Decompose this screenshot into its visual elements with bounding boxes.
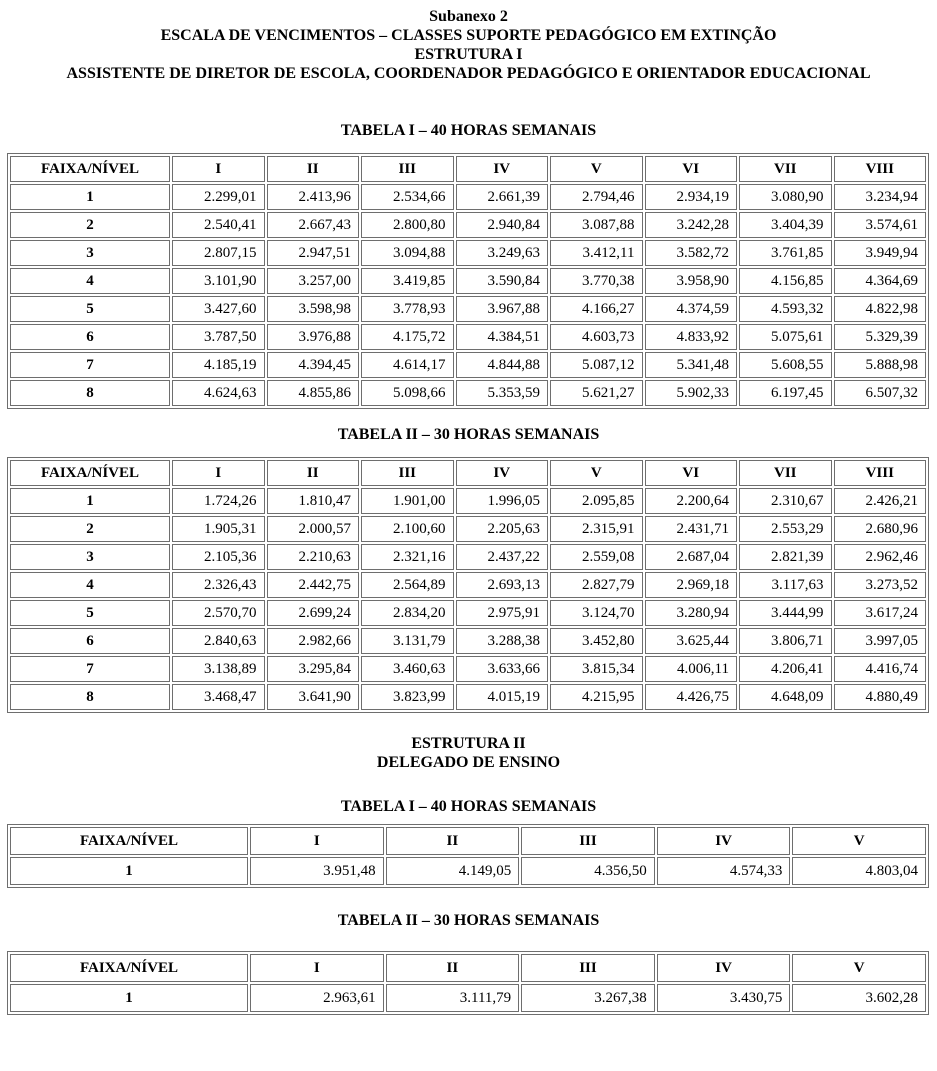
column-header: VI bbox=[645, 156, 738, 182]
table-row bbox=[10, 857, 926, 885]
table-cell: 4.166,27 bbox=[550, 296, 643, 322]
column-header: V bbox=[550, 156, 643, 182]
column-header: III bbox=[361, 156, 454, 182]
table-cell: 3.430,75 bbox=[657, 984, 791, 1012]
table-cell: 4.185,19 bbox=[172, 352, 265, 378]
table-cell: 3.468,47 bbox=[172, 684, 265, 710]
table-cell: 3.111,79 bbox=[386, 984, 520, 1012]
table-cell: 3.452,80 bbox=[550, 628, 643, 654]
column-header: II bbox=[386, 827, 520, 855]
table-cell: 3.976,88 bbox=[267, 324, 360, 350]
table-cell: 1.996,05 bbox=[456, 488, 549, 514]
column-header: VIII bbox=[834, 460, 927, 486]
table-cell: 2.205,63 bbox=[456, 516, 549, 542]
column-header: V bbox=[550, 460, 643, 486]
table-header-row bbox=[10, 460, 926, 486]
table-cell: 5.888,98 bbox=[834, 352, 927, 378]
table-cell: 2.105,36 bbox=[172, 544, 265, 570]
estrutura2-tabela1-title: TABELA I – 40 HORAS SEMANAIS bbox=[340, 798, 597, 815]
table-cell: 1.810,47 bbox=[267, 488, 360, 514]
row-label: 1 bbox=[10, 857, 248, 885]
table-cell: 2.687,04 bbox=[645, 544, 738, 570]
table-cell: 2.299,01 bbox=[172, 184, 265, 210]
table-cell: 4.156,85 bbox=[739, 268, 832, 294]
table-cell: 2.699,24 bbox=[267, 600, 360, 626]
table-cell: 2.840,63 bbox=[172, 628, 265, 654]
table-cell: 3.625,44 bbox=[645, 628, 738, 654]
column-header: I bbox=[250, 954, 384, 982]
table-cell: 4.364,69 bbox=[834, 268, 927, 294]
table-cell: 2.969,18 bbox=[645, 572, 738, 598]
table-cell: 2.210,63 bbox=[267, 544, 360, 570]
column-header: II bbox=[267, 460, 360, 486]
row-label: 7 bbox=[10, 352, 170, 378]
column-header: VI bbox=[645, 460, 738, 486]
table-cell: 3.602,28 bbox=[792, 984, 926, 1012]
row-label: 5 bbox=[10, 296, 170, 322]
table-cell: 5.353,59 bbox=[456, 380, 549, 406]
table-cell: 2.534,66 bbox=[361, 184, 454, 210]
table-cell: 4.593,32 bbox=[739, 296, 832, 322]
row-label: 3 bbox=[10, 544, 170, 570]
table-cell: 3.117,63 bbox=[739, 572, 832, 598]
table-cell: 4.822,98 bbox=[834, 296, 927, 322]
table-cell: 3.770,38 bbox=[550, 268, 643, 294]
table-cell: 4.648,09 bbox=[739, 684, 832, 710]
table-row bbox=[10, 296, 926, 322]
table-cell: 6.507,32 bbox=[834, 380, 927, 406]
table-row bbox=[10, 212, 926, 238]
table-row bbox=[10, 684, 926, 710]
row-label: 6 bbox=[10, 324, 170, 350]
table-cell: 2.982,66 bbox=[267, 628, 360, 654]
table-cell: 1.724,26 bbox=[172, 488, 265, 514]
subanexo-title: Subanexo 2 bbox=[429, 8, 508, 25]
column-header: VII bbox=[739, 156, 832, 182]
table-cell: 4.880,49 bbox=[834, 684, 927, 710]
table-header-row bbox=[10, 827, 926, 855]
table-cell: 2.095,85 bbox=[550, 488, 643, 514]
row-label: 6 bbox=[10, 628, 170, 654]
table-row bbox=[10, 544, 926, 570]
table-cell: 3.257,00 bbox=[267, 268, 360, 294]
table-cell: 2.315,91 bbox=[550, 516, 643, 542]
table-cell: 4.833,92 bbox=[645, 324, 738, 350]
table-cell: 3.080,90 bbox=[739, 184, 832, 210]
table-cell: 2.834,20 bbox=[361, 600, 454, 626]
row-label: 8 bbox=[10, 684, 170, 710]
table-row bbox=[10, 488, 926, 514]
table-cell: 2.564,89 bbox=[361, 572, 454, 598]
row-label: 2 bbox=[10, 516, 170, 542]
table-cell: 3.778,93 bbox=[361, 296, 454, 322]
table-cell: 4.175,72 bbox=[361, 324, 454, 350]
table-row bbox=[10, 240, 926, 266]
escala-title: ESCALA DE VENCIMENTOS – CLASSES SUPORTE PEDAGÓGICO EM EXTINÇÃO bbox=[160, 27, 777, 44]
column-header: IV bbox=[456, 460, 549, 486]
table-cell: 3.617,24 bbox=[834, 600, 927, 626]
table-cell: 3.419,85 bbox=[361, 268, 454, 294]
table-row bbox=[10, 984, 926, 1012]
table-cell: 2.940,84 bbox=[456, 212, 549, 238]
table-cell: 3.101,90 bbox=[172, 268, 265, 294]
column-header: VII bbox=[739, 460, 832, 486]
table-cell: 5.329,39 bbox=[834, 324, 927, 350]
document-header bbox=[0, 7, 937, 83]
table-cell: 2.321,16 bbox=[361, 544, 454, 570]
table-cell: 3.460,63 bbox=[361, 656, 454, 682]
table-cell: 3.280,94 bbox=[645, 600, 738, 626]
tabela2-30h-table bbox=[7, 457, 929, 713]
table-cell: 3.633,66 bbox=[456, 656, 549, 682]
table-cell: 4.015,19 bbox=[456, 684, 549, 710]
table-cell: 2.431,71 bbox=[645, 516, 738, 542]
table-cell: 5.341,48 bbox=[645, 352, 738, 378]
table-cell: 2.437,22 bbox=[456, 544, 549, 570]
table-cell: 2.426,21 bbox=[834, 488, 927, 514]
table-cell: 4.006,11 bbox=[645, 656, 738, 682]
row-label: 2 bbox=[10, 212, 170, 238]
column-header: V bbox=[792, 827, 926, 855]
table-cell: 3.582,72 bbox=[645, 240, 738, 266]
column-header: II bbox=[267, 156, 360, 182]
table-row bbox=[10, 380, 926, 406]
column-header: I bbox=[172, 460, 265, 486]
table-cell: 4.426,75 bbox=[645, 684, 738, 710]
estrutura2-tabela1-table bbox=[7, 824, 929, 888]
table-cell: 2.667,43 bbox=[267, 212, 360, 238]
column-header: V bbox=[792, 954, 926, 982]
table-cell: 4.614,17 bbox=[361, 352, 454, 378]
table-cell: 3.427,60 bbox=[172, 296, 265, 322]
table-cell: 3.131,79 bbox=[361, 628, 454, 654]
table-cell: 6.197,45 bbox=[739, 380, 832, 406]
table-cell: 3.590,84 bbox=[456, 268, 549, 294]
estrutura2-tabela2-title: TABELA II – 30 HORAS SEMANAIS bbox=[337, 912, 600, 929]
column-header: II bbox=[386, 954, 520, 982]
estrutura1-title: ESTRUTURA I bbox=[414, 46, 523, 63]
table-cell: 3.249,63 bbox=[456, 240, 549, 266]
table-cell: 4.603,73 bbox=[550, 324, 643, 350]
table-header-row bbox=[10, 954, 926, 982]
table-cell: 5.902,33 bbox=[645, 380, 738, 406]
table-cell: 3.958,90 bbox=[645, 268, 738, 294]
table-cell: 3.997,05 bbox=[834, 628, 927, 654]
table-cell: 4.206,41 bbox=[739, 656, 832, 682]
table-cell: 1.901,00 bbox=[361, 488, 454, 514]
table-cell: 2.100,60 bbox=[361, 516, 454, 542]
row-label: 1 bbox=[10, 184, 170, 210]
row-label: 5 bbox=[10, 600, 170, 626]
table-row bbox=[10, 656, 926, 682]
row-header-cell: FAIXA/NÍVEL bbox=[10, 827, 248, 855]
table-cell: 2.807,15 bbox=[172, 240, 265, 266]
row-label: 4 bbox=[10, 572, 170, 598]
table-cell: 3.967,88 bbox=[456, 296, 549, 322]
table-row bbox=[10, 184, 926, 210]
table-cell: 4.394,45 bbox=[267, 352, 360, 378]
table-cell: 5.621,27 bbox=[550, 380, 643, 406]
table-cell: 2.821,39 bbox=[739, 544, 832, 570]
table-cell: 2.661,39 bbox=[456, 184, 549, 210]
row-label: 3 bbox=[10, 240, 170, 266]
table-cell: 3.087,88 bbox=[550, 212, 643, 238]
column-header: III bbox=[521, 827, 655, 855]
row-header-cell: FAIXA/NÍVEL bbox=[10, 156, 170, 182]
table-cell: 3.288,38 bbox=[456, 628, 549, 654]
table-cell: 2.680,96 bbox=[834, 516, 927, 542]
column-header: I bbox=[250, 827, 384, 855]
table-cell: 3.138,89 bbox=[172, 656, 265, 682]
column-header: IV bbox=[657, 954, 791, 982]
table-cell: 3.412,11 bbox=[550, 240, 643, 266]
table-cell: 3.806,71 bbox=[739, 628, 832, 654]
table-cell: 3.094,88 bbox=[361, 240, 454, 266]
table-cell: 2.442,75 bbox=[267, 572, 360, 598]
table-row bbox=[10, 628, 926, 654]
table-cell: 3.273,52 bbox=[834, 572, 927, 598]
table-cell: 5.098,66 bbox=[361, 380, 454, 406]
table-cell: 3.949,94 bbox=[834, 240, 927, 266]
table-cell: 3.598,98 bbox=[267, 296, 360, 322]
table-cell: 4.416,74 bbox=[834, 656, 927, 682]
row-header-cell: FAIXA/NÍVEL bbox=[10, 954, 248, 982]
table-cell: 2.200,64 bbox=[645, 488, 738, 514]
estrutura2-tabela2-table bbox=[7, 951, 929, 1015]
table-cell: 3.444,99 bbox=[739, 600, 832, 626]
table-cell: 3.404,39 bbox=[739, 212, 832, 238]
estrutura2-header bbox=[0, 734, 937, 772]
table-cell: 3.267,38 bbox=[521, 984, 655, 1012]
table-row bbox=[10, 600, 926, 626]
table-cell: 2.413,96 bbox=[267, 184, 360, 210]
table-cell: 3.787,50 bbox=[172, 324, 265, 350]
column-header: III bbox=[361, 460, 454, 486]
column-header: VIII bbox=[834, 156, 927, 182]
column-header: IV bbox=[456, 156, 549, 182]
row-label: 4 bbox=[10, 268, 170, 294]
table-row bbox=[10, 268, 926, 294]
table-cell: 2.947,51 bbox=[267, 240, 360, 266]
table-cell: 4.803,04 bbox=[792, 857, 926, 885]
table-cell: 4.149,05 bbox=[386, 857, 520, 885]
table-row bbox=[10, 572, 926, 598]
table-cell: 3.823,99 bbox=[361, 684, 454, 710]
table-cell: 2.540,41 bbox=[172, 212, 265, 238]
table-cell: 3.761,85 bbox=[739, 240, 832, 266]
table-cell: 2.963,61 bbox=[250, 984, 384, 1012]
row-label: 1 bbox=[10, 984, 248, 1012]
table-cell: 4.844,88 bbox=[456, 352, 549, 378]
table-cell: 5.075,61 bbox=[739, 324, 832, 350]
table-cell: 4.384,51 bbox=[456, 324, 549, 350]
table-row bbox=[10, 352, 926, 378]
table-cell: 3.234,94 bbox=[834, 184, 927, 210]
table-cell: 2.693,13 bbox=[456, 572, 549, 598]
table-cell: 4.374,59 bbox=[645, 296, 738, 322]
table-cell: 2.000,57 bbox=[267, 516, 360, 542]
estrutura2-title: ESTRUTURA II bbox=[411, 735, 526, 752]
row-label: 7 bbox=[10, 656, 170, 682]
table-cell: 4.574,33 bbox=[657, 857, 791, 885]
table-cell: 3.124,70 bbox=[550, 600, 643, 626]
row-label: 1 bbox=[10, 488, 170, 514]
table-cell: 2.570,70 bbox=[172, 600, 265, 626]
table-cell: 3.574,61 bbox=[834, 212, 927, 238]
table-cell: 1.905,31 bbox=[172, 516, 265, 542]
table-cell: 2.326,43 bbox=[172, 572, 265, 598]
table-cell: 3.951,48 bbox=[250, 857, 384, 885]
table-cell: 2.827,79 bbox=[550, 572, 643, 598]
row-label: 8 bbox=[10, 380, 170, 406]
table-cell: 2.310,67 bbox=[739, 488, 832, 514]
table-cell: 3.295,84 bbox=[267, 656, 360, 682]
delegado-title: DELEGADO DE ENSINO bbox=[376, 754, 561, 771]
table-cell: 4.356,50 bbox=[521, 857, 655, 885]
table-cell: 5.087,12 bbox=[550, 352, 643, 378]
table-cell: 2.559,08 bbox=[550, 544, 643, 570]
table-cell: 2.794,46 bbox=[550, 184, 643, 210]
cargos-title: ASSISTENTE DE DIRETOR DE ESCOLA, COORDENADOR PEDAGÓGICO E ORIENTADOR EDUCACIONAL bbox=[66, 65, 871, 82]
table-cell: 4.624,63 bbox=[172, 380, 265, 406]
table-cell: 2.800,80 bbox=[361, 212, 454, 238]
table-cell: 2.934,19 bbox=[645, 184, 738, 210]
table-cell: 2.962,46 bbox=[834, 544, 927, 570]
table-cell: 3.641,90 bbox=[267, 684, 360, 710]
table-cell: 4.855,86 bbox=[267, 380, 360, 406]
column-header: III bbox=[521, 954, 655, 982]
table-header-row bbox=[10, 156, 926, 182]
table-cell: 2.975,91 bbox=[456, 600, 549, 626]
table-cell: 3.242,28 bbox=[645, 212, 738, 238]
table-cell: 3.815,34 bbox=[550, 656, 643, 682]
column-header: IV bbox=[657, 827, 791, 855]
tabela2-30h-title: TABELA II – 30 HORAS SEMANAIS bbox=[337, 426, 600, 443]
row-header-cell: FAIXA/NÍVEL bbox=[10, 460, 170, 486]
table-cell: 4.215,95 bbox=[550, 684, 643, 710]
tabela1-40h-table bbox=[7, 153, 929, 409]
table-row bbox=[10, 516, 926, 542]
column-header: I bbox=[172, 156, 265, 182]
table-row bbox=[10, 324, 926, 350]
table-cell: 2.553,29 bbox=[739, 516, 832, 542]
table-cell: 5.608,55 bbox=[739, 352, 832, 378]
tabela1-40h-title: TABELA I – 40 HORAS SEMANAIS bbox=[340, 122, 597, 139]
